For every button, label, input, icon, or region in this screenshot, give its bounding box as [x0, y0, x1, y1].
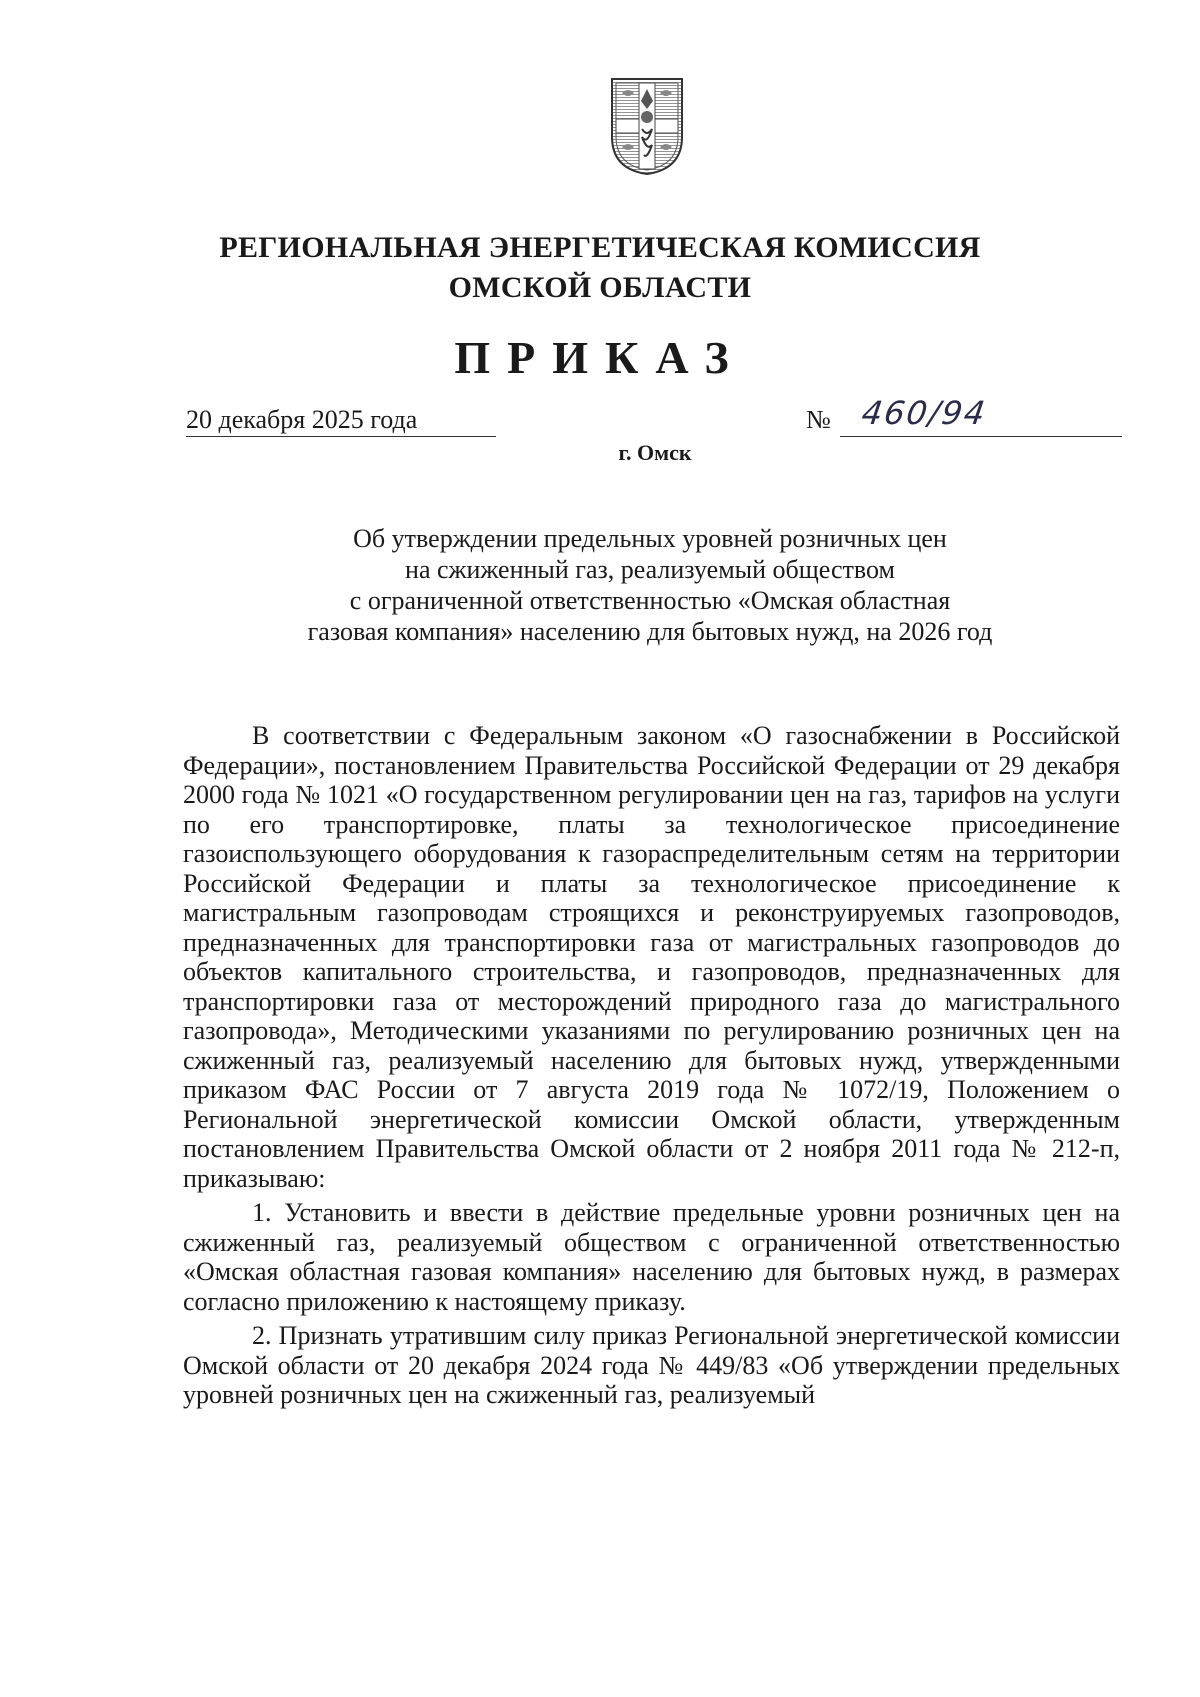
number-label: №: [806, 405, 831, 434]
document-body: [183, 721, 1120, 1410]
subject-line: с ограниченной ответственностью «Омская областная: [349, 586, 951, 615]
document-number: 460/94: [859, 394, 990, 432]
body-paragraph-item-1: 1. Установить и ввести в действие предельные уровни розничных цен на сжиженный газ, реализуемый обществом с ограниченной ответственностью «Омская областная газовая компания» населению для бытовых нужд, в размерах согласно приложению к настоящему приказу.: [183, 1198, 1120, 1316]
subject-line: Об утверждении предельных уровней розничных цен: [353, 524, 947, 553]
organization-name-line2: ОМСКОЙ ОБЛАСТИ: [448, 271, 752, 304]
organization-name: [0, 228, 1200, 308]
document-type: ПРИКАЗ: [454, 332, 746, 383]
document-date: 20 декабря 2025 года: [186, 404, 496, 437]
omsk-coat-of-arms-icon: [608, 75, 686, 177]
body-paragraph-item-2: 2. Признать утратившим силу приказ Региональной энергетической комиссии Омской области от 20 декабря 2024 года № 449/83 «Об утверждении предельных уровней розничных цен на сжиженный газ, реализуемый: [183, 1321, 1120, 1409]
document-city: г. Омск: [618, 440, 692, 465]
subject-line: на сжиженный газ, реализуемый обществом: [405, 555, 895, 584]
organization-name-line1: РЕГИОНАЛЬНАЯ ЭНЕРГЕТИЧЕСКАЯ КОМИССИЯ: [219, 231, 981, 264]
number-underline: [840, 436, 1122, 437]
subject-line: газовая компания» населению для бытовых нужд, на 2026 год: [307, 617, 993, 646]
body-paragraph-preamble: В соответствии с Федеральным законом «О газоснабжении в Российской Федерации», постановлением Правительства Российской Федерации от 29 декабря 2000 года № 1021 «О государственном регулировании цен на газ, тарифов на услуги по его транспортировке, платы за технологическое присоединение газоиспользующего оборудования к газораспределительным сетям на территории Российской Федерации и платы за технологическое присоединение к магистральным газопроводам строящихся и реконструируемых газопроводов, предназначенных для транспортировки газа от магистральных газопроводов до объектов капитального строительства, и газопроводов, предназначенных для транспортировки газа от месторождений природного газа до магистрального газопровода», Методическими указаниями по регулированию розничных цен на сжиженный газ, реализуемый населению для бытовых нужд, утвержденными приказом ФАС России от 7 августа 2019 года № 1072/19, Положением о Региональной энергетической комиссии Омской области, утвержденным постановлением Правительства Омской области от 2 ноября 2011 года № 212-п, приказываю:: [183, 721, 1120, 1193]
document-subject: [260, 523, 1040, 647]
